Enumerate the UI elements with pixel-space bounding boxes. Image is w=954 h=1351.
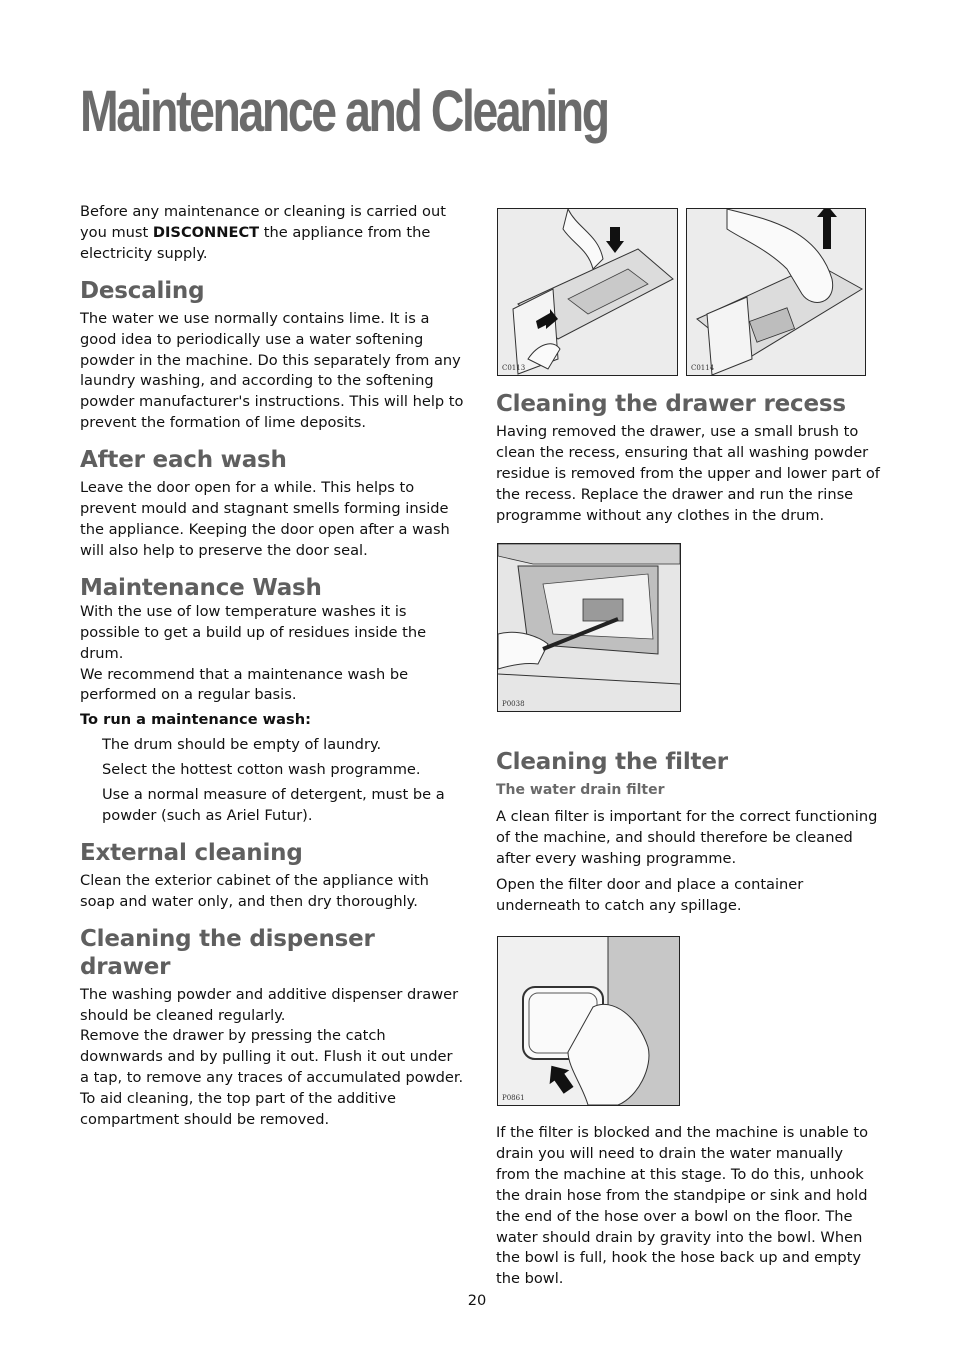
filter-subheading: The water drain filter [496, 782, 665, 798]
recess-section [496, 390, 881, 527]
dispenser-section [80, 925, 465, 1131]
figure-code: P0861 [502, 1094, 525, 1102]
filter-section [496, 748, 881, 916]
filter-heading: Cleaning the filter [496, 749, 728, 775]
recess-body: Having removed the drawer, use a small brush to clean the recess, ensuring that all washing powder residue is removed from the upper and lower part of the recess. Replace the drawer and run the rinse programme without any clothes in the drum. [496, 423, 880, 524]
recess-brush-figure [497, 543, 681, 712]
left-column [80, 202, 465, 1143]
descaling-heading: Descaling [80, 277, 205, 304]
figure-code: P0038 [502, 700, 525, 708]
page-number: 20 [467, 1292, 487, 1309]
intro-paragraph [80, 202, 465, 265]
dispenser-heading: Cleaning the dispenser drawer [80, 925, 375, 980]
recess-heading: Cleaning the drawer recess [496, 391, 846, 417]
descaling-section [80, 277, 465, 434]
maintenance-wash-body-2: We recommend that a maintenance wash be performed on a regular basis. [80, 665, 409, 704]
after-wash-heading: After each wash [80, 447, 287, 474]
drawer-press-figure [497, 208, 678, 376]
external-cleaning-section [80, 839, 465, 913]
filter-drain-section [496, 1123, 881, 1290]
maintenance-wash-body-1: With the use of low temperature washes it is possible to get a build up of residues inside the drum. [80, 602, 427, 662]
dispenser-body-3: To aid cleaning, the top part of the additive compartment should be removed. [80, 1090, 396, 1129]
filter-body-3: If the filter is blocked and the machine is unable to drain you will need to drain the water manually from the machine at this stage. To do this, unhook the drain hose from the standpipe or sink and hold the end of the hose over a bowl on the floor. The water should drain by gravity into the bowl. When the bowl is full, hook the hose back up and empty the bowl. [496, 1124, 868, 1288]
filter-body-2: Open the filter door and place a container underneath to catch any spillage. [496, 875, 804, 914]
maintenance-wash-section [80, 574, 465, 827]
maintenance-steps [102, 735, 465, 827]
list-item: The drum should be empty of laundry. [102, 736, 382, 754]
recess-brush-illustration [498, 544, 680, 711]
dispenser-body-2: Remove the drawer by pressing the catch downwards and by pulling it out. Flush it out under a tap, to remove any traces of accumulated powder. [80, 1027, 464, 1087]
drawer-lift-illustration [687, 209, 865, 375]
descaling-body: The water we use normally contains lime. It is a good idea to periodically use a water softening powder in the machine. Do this separately from any laundry washing, and according to the softening powder manufacturer's instructions. This will help to prevent the formation of lime deposits. [80, 309, 464, 432]
list-item: Use a normal measure of detergent, must be a powder (such as Ariel Futur). [102, 786, 445, 824]
filter-door-illustration [498, 937, 679, 1105]
filter-door-figure [497, 936, 680, 1106]
intro-emphasis: DISCONNECT [152, 223, 260, 241]
page-title: Maintenance and Cleaning [80, 79, 608, 144]
drawer-lift-figure [686, 208, 866, 376]
after-wash-body: Leave the door open for a while. This helps to prevent mould and stagnant smells forming inside the appliance. Keeping the door open after a wash will also help to preserve the door seal. [80, 479, 450, 559]
external-cleaning-body: Clean the exterior cabinet of the appliance with soap and water only, and then dry thoroughly. [80, 871, 429, 910]
figure-code: C0114 [691, 364, 715, 372]
external-cleaning-heading: External cleaning [80, 839, 303, 866]
drawer-press-illustration [498, 209, 677, 375]
intro-text-before: Before any maintenance or cleaning is carried out you must [80, 203, 446, 241]
intro-text-after: the appliance from the electricity supply. [80, 223, 431, 262]
figure-code: C0113 [502, 364, 526, 372]
dispenser-body-1: The washing powder and additive dispenser drawer should be cleaned regularly. [80, 985, 459, 1024]
after-wash-section [80, 446, 465, 562]
maintenance-wash-heading: Maintenance Wash [80, 574, 322, 601]
list-item: Select the hottest cotton wash programme. [102, 761, 421, 779]
filter-body-1: A clean filter is important for the correct functioning of the machine, and should therefore be cleaned after every washing programme. [496, 807, 878, 867]
maintenance-wash-label: To run a maintenance wash: [80, 711, 311, 729]
